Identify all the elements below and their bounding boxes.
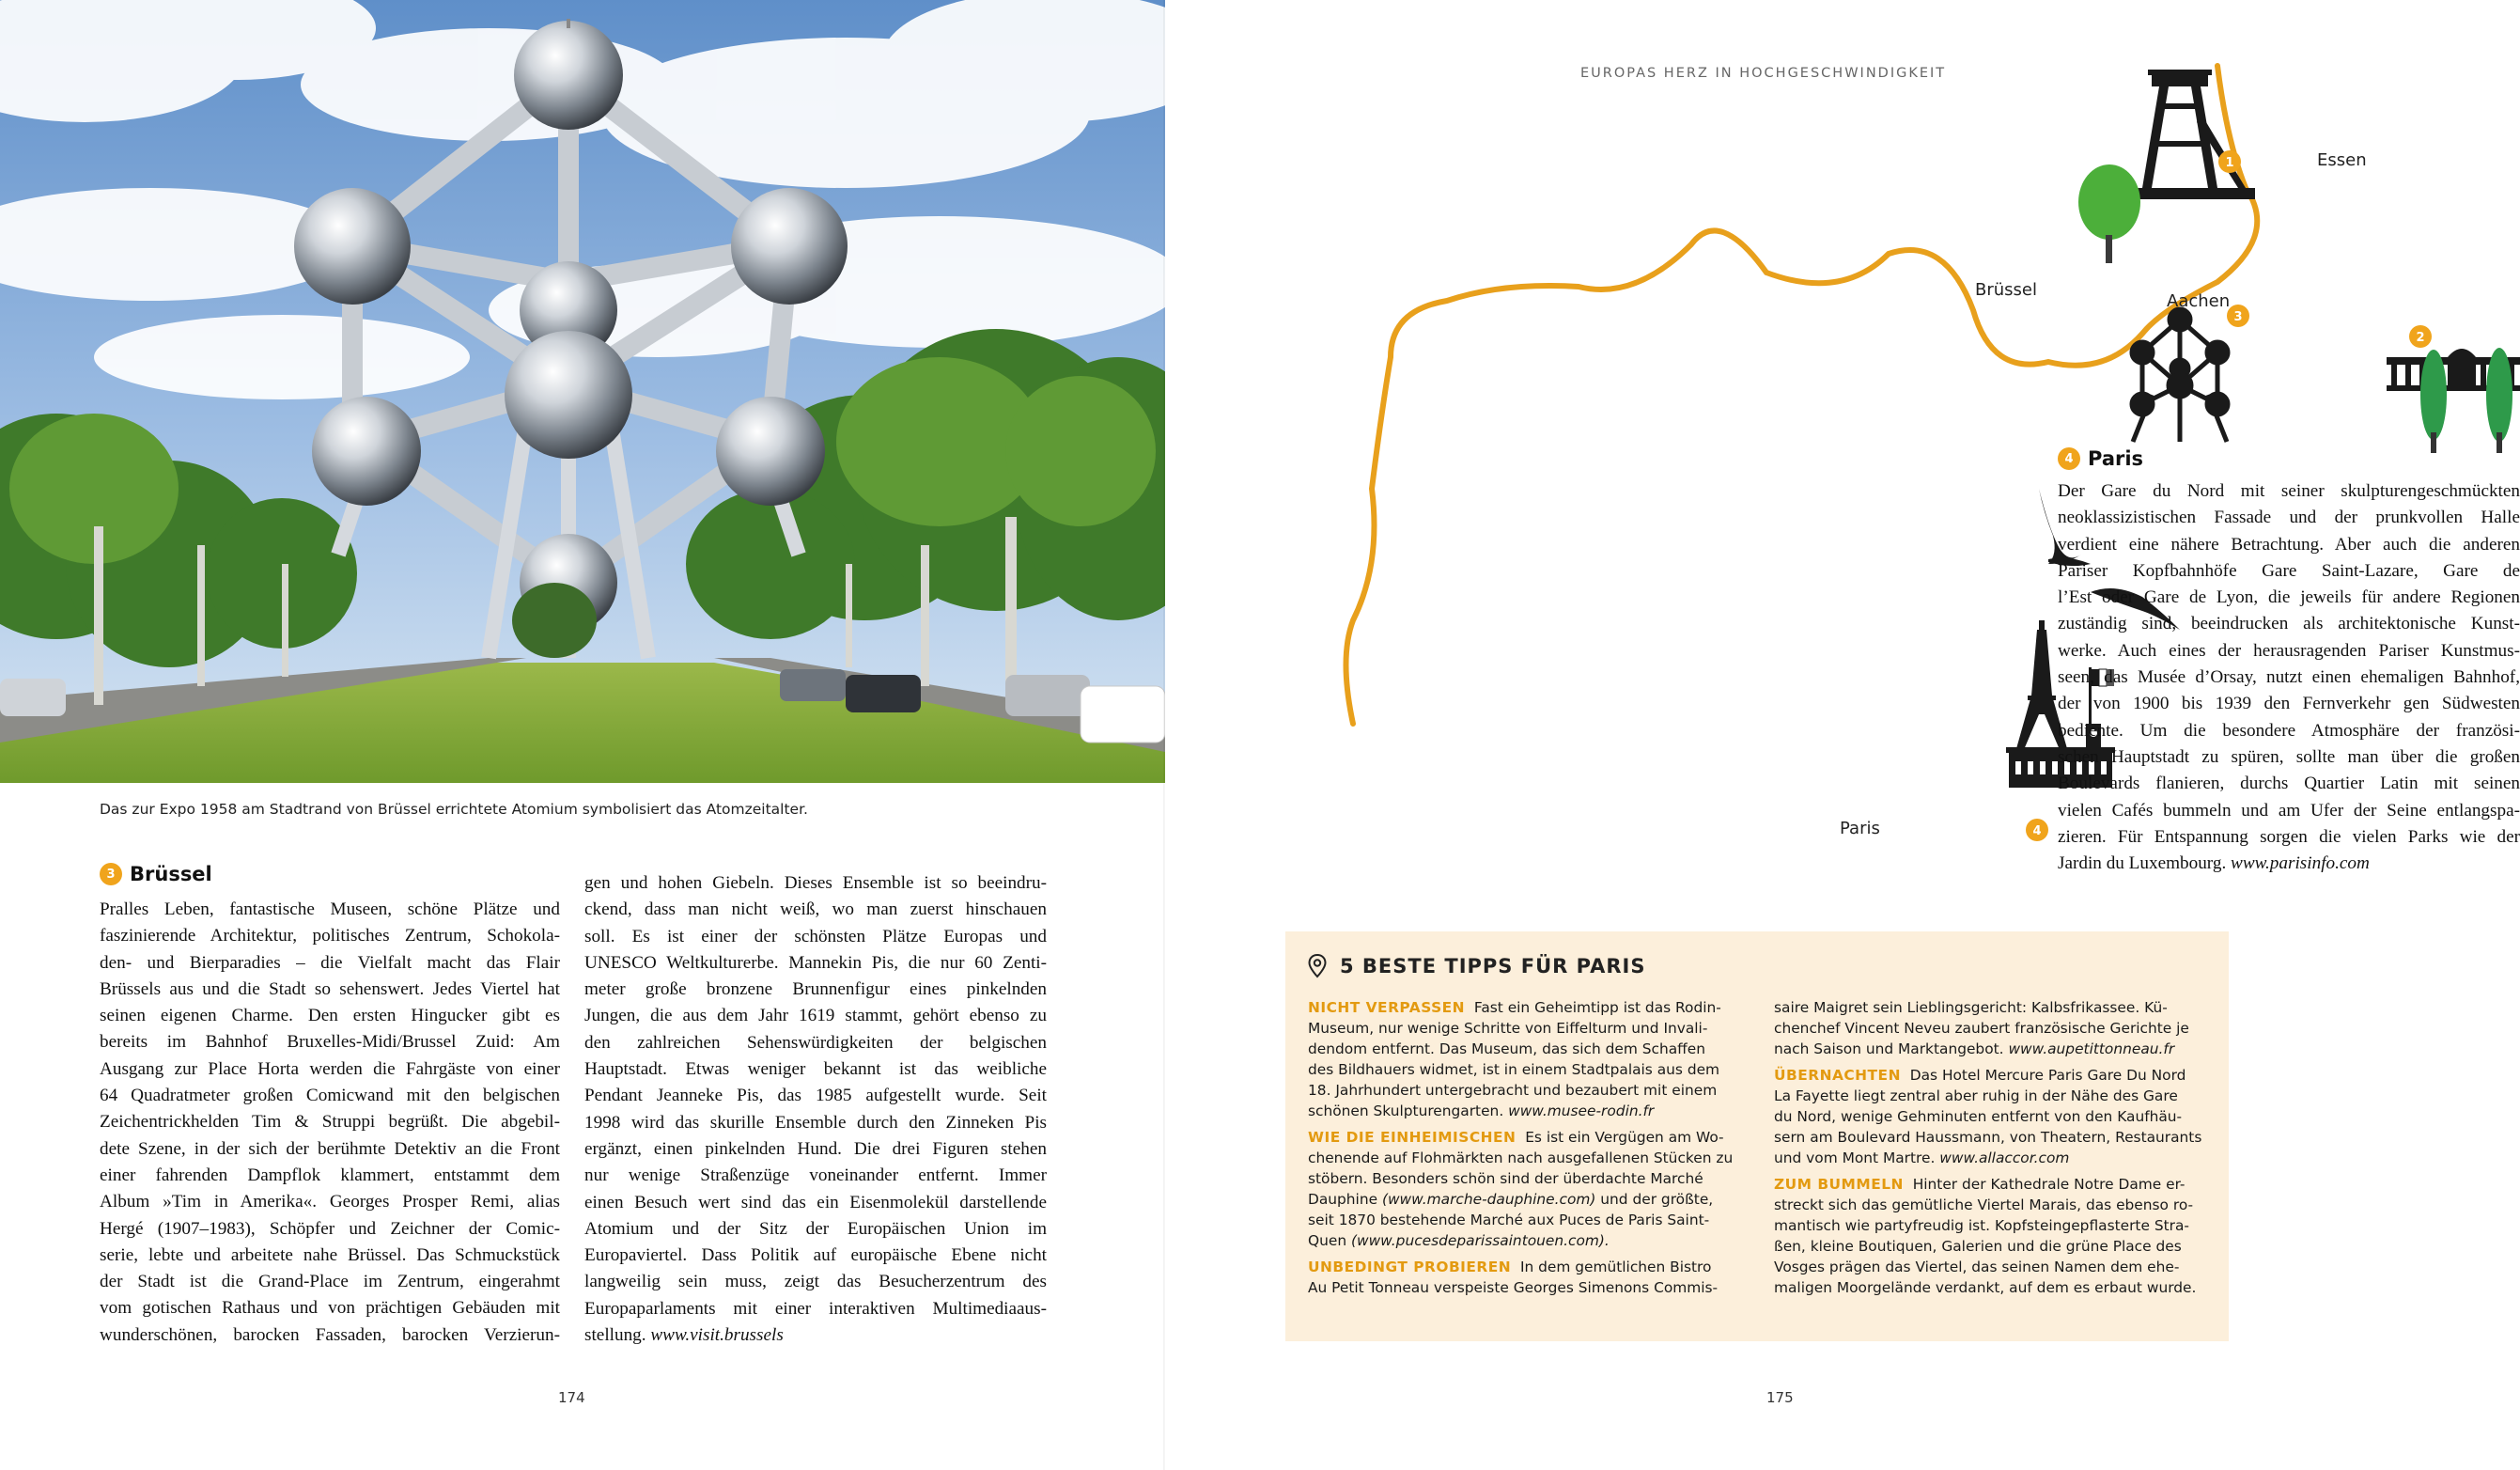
text-fragment: Das Hotel Mercure Paris Gare Du Nord xyxy=(1909,1067,2186,1084)
map-label-essen: Essen xyxy=(2317,150,2367,170)
text-line: verdient eine nähere Betrachtung. Aber auch die anderen xyxy=(2058,534,2520,555)
text-line: maligen Moorgelände verdankt, auf dem es erbaut wurde. xyxy=(1774,1279,2197,1296)
text-line: Vosges prägen das Viertel, das seinen Namen dem ehe- xyxy=(1774,1259,2180,1275)
text-line: streckt sich das gemütliche Viertel Marais, das ebenso ro- xyxy=(1774,1196,2194,1213)
left-page xyxy=(0,0,1165,1470)
svg-text:2: 2 xyxy=(2416,331,2425,345)
website-link[interactable]: (www.pucesdeparissaintouen.com). xyxy=(1351,1232,1610,1249)
text-line: chenchef Vincent Neveu zaubert französische Gerichte je xyxy=(1774,1020,2189,1037)
tip-keyword: ÜBERNACHTEN xyxy=(1774,1067,1901,1084)
text-line: dete Szene, in der sich der berühmte Detektiv an die Front xyxy=(100,1138,560,1159)
text-line: seit 1870 bestehende Marché aux Puces de Paris Saint- xyxy=(1308,1212,1710,1228)
text-line: l’Est oder Gare de Lyon, die jeweils für andere Regionen xyxy=(2058,587,2520,608)
bruessel-text-col1 xyxy=(100,897,560,1349)
text-line: Europaviertel. Dass Politik auf europäische Ebene nicht xyxy=(584,1245,1047,1266)
stop-marker-4 xyxy=(2026,819,2048,841)
text-fragment: Es ist ein Vergügen am Wo- xyxy=(1525,1129,1724,1146)
text-line: vom gotischen Rathaus und von prächtigen Gebäuden mit xyxy=(100,1298,560,1319)
text-line: Brüssels aus und die Stadt so sehenswert. Jedes Viertel hat xyxy=(100,978,560,999)
text-line: langweilig sein muss, zeigt das Besucherzentrum des xyxy=(584,1272,1047,1292)
text-fragment: stellung. xyxy=(584,1325,646,1346)
text-line: zuständig sind, beeindrucken als architektonische Kunst- xyxy=(2058,614,2520,634)
paris-text xyxy=(2058,478,2520,877)
text-line: faszinierende Architektur, politisches Zentrum, Schokola- xyxy=(100,926,560,946)
text-line: du Nord, wenige Gehminuten entfernt von den Kaufhäu- xyxy=(1774,1108,2183,1125)
stop-number-badge: 3 xyxy=(100,863,122,885)
website-link[interactable]: www.allaccor.com xyxy=(1939,1149,2070,1166)
tips-column-2 xyxy=(1774,997,2216,1298)
text-line xyxy=(1774,1039,2216,1059)
text-line: serie, lebte und arbeitete nahe Brüssel. Das Schmuckstück xyxy=(100,1244,560,1265)
stop-marker-3 xyxy=(2227,305,2249,327)
text-line xyxy=(1308,1189,1740,1210)
stop-marker-1 xyxy=(2218,150,2241,173)
text-line: UNESCO Weltkulturerbe. Mannekin Pis, die nur 60 Zenti- xyxy=(584,952,1047,973)
atomium-photo xyxy=(0,0,1165,783)
bruessel-text-col2 xyxy=(584,870,1047,1349)
bruessel-heading xyxy=(100,863,212,885)
text-line: des Bildhauers widmet, ist in einem Stadtpalais aus dem xyxy=(1308,1061,1720,1078)
location-pin-icon xyxy=(1308,954,1327,978)
text-fragment: Hinter der Kathedrale Notre Dame er- xyxy=(1912,1176,2186,1193)
tips-box xyxy=(1285,931,2229,1341)
essen-headframe-icon xyxy=(2133,70,2255,199)
text-line: Album »Tim in Amerika«. Georges Prosper Remi, alias xyxy=(100,1192,560,1212)
text-line: nur wenige Straßenzüge voneinander entfernt. Immer xyxy=(584,1165,1047,1186)
map-label-aachen: Aachen xyxy=(2167,291,2231,311)
page-number-left: 174 xyxy=(558,1389,585,1406)
text-line: den zahlreichen Sehenswürdigkeiten der belgischen xyxy=(584,1032,1047,1053)
aachen-monument-icon xyxy=(2387,348,2520,453)
text-line: dendom entfernt. Das Museum, das sich dem Schaffen xyxy=(1308,1040,1705,1057)
text-line: der Stadt ist die Grand-Place im Zentrum, eingerahmt xyxy=(100,1272,560,1292)
text-line: seen, das Musée d’Orsay, nutzt einen ehemaligen Bahnhof, xyxy=(2058,667,2520,688)
text-line: Ausgang zur Place Horta werden die Fahrgäste von einer xyxy=(100,1058,560,1079)
text-line: gen und hohen Giebeln. Dieses Ensemble ist so beeindru- xyxy=(584,873,1047,893)
text-fragment: Dauphine xyxy=(1308,1191,1378,1208)
text-line-last xyxy=(584,1322,1047,1349)
text-line: stöbern. Besonders schön sind der überdachte Marché xyxy=(1308,1170,1703,1187)
text-line: ckend, dass man nicht weiß, wo man zuerst hinschauen xyxy=(584,899,1047,920)
text-line: der von 1900 bis 1939 den Fernverkehr gen Südwesten xyxy=(2058,694,2520,714)
text-line: Zeichentrickhelden Tim & Struppi begrüßt. Die abgebil- xyxy=(100,1112,560,1133)
text-line: meter große bronzene Brunnenfigur eines pinkelnden xyxy=(584,979,1047,1000)
text-line: Pralles Leben, fantastische Museen, schöne Plätze und xyxy=(100,899,560,919)
text-line: Hauptstadt. Etwas weniger bekannt ist das weibliche xyxy=(584,1059,1047,1080)
stop-marker-2 xyxy=(2409,325,2432,348)
text-line: bereits im Bahnhof Bruxelles-Midi/Brussel Zuid: Am xyxy=(100,1032,560,1053)
running-head: EUROPAS HERZ IN HOCHGESCHWINDIGKEIT xyxy=(1580,66,1947,81)
text-line: Museum, nur wenige Schritte von Eiffelturm und Invali- xyxy=(1308,1020,1708,1037)
tip-like-locals xyxy=(1308,1127,1740,1148)
text-line: wunderschönen, barocken Fassaden, barocken Verzierun- xyxy=(100,1324,560,1345)
text-line: ßen, kleine Boutiquen, Galerien und die grüne Place des xyxy=(1774,1238,2182,1255)
tip-overnight xyxy=(1774,1065,2216,1086)
text-line: vielen Cafés bummeln und am Ufer der Seine entlangspa- xyxy=(2058,800,2520,821)
section-title: Brüssel xyxy=(130,863,212,885)
text-fragment: nach Saison und Marktangebot. xyxy=(1774,1040,2004,1057)
text-line: Jungen, die aus dem Jahr 1619 stammt, gehört ebenso zu xyxy=(584,1006,1047,1026)
website-link[interactable]: www.aupetittonneau.fr xyxy=(2008,1040,2175,1057)
text-line-last xyxy=(2058,851,2520,877)
text-line: schen Hauptstadt zu spüren, sollte man über die großen xyxy=(2058,746,2520,767)
text-line: Au Petit Tonneau verspeiste Georges Simenons Commis- xyxy=(1308,1279,1719,1296)
text-fragment: schönen Skulpturengarten. xyxy=(1308,1102,1504,1119)
svg-text:1: 1 xyxy=(2225,156,2234,170)
text-line: 18. Jahrhundert untergebracht und bezaubert mit einem xyxy=(1308,1082,1718,1099)
text-line: den- und Bierparadies – die Vielfalt macht das Flair xyxy=(100,952,560,973)
text-line: saire Maigret sein Lieblingsgericht: Kalbsfrikassee. Kü- xyxy=(1774,999,2168,1016)
text-line: seinen eigenen Charme. Den ersten Hingucker gibt es xyxy=(100,1006,560,1026)
text-line: zieren. Für Entspannung sorgen die vielen Parks wie der xyxy=(2058,826,2520,847)
tip-not-miss xyxy=(1308,997,1740,1018)
text-line: einen Besuch wert sind das ein Eisenmolekül darstellende xyxy=(584,1192,1047,1212)
text-line: soll. Es ist einer der schönsten Plätze Europas und xyxy=(584,926,1047,946)
text-fragment: und der größte, xyxy=(1600,1191,1714,1208)
stop-number-badge: 4 xyxy=(2058,447,2080,470)
text-line: 64 Quadratmeter großen Comicwand mit den belgischen xyxy=(100,1086,560,1106)
text-line: Der Gare du Nord mit seiner skulpturengeschmückten xyxy=(2058,481,2520,501)
text-line: Pariser Kopfbahnhöfe Gare Saint-Lazare, Gare de xyxy=(2058,560,2520,581)
text-line: chenende auf Flohmärkten nach ausgefallenen Stücken zu xyxy=(1308,1149,1734,1166)
website-link[interactable]: www.parisinfo.com xyxy=(2231,853,2370,874)
paris-heading xyxy=(2058,447,2143,470)
map-label-bruessel: Brüssel xyxy=(1975,280,2037,300)
tips-title xyxy=(1308,954,1645,978)
tip-must-try xyxy=(1308,1257,1740,1277)
atomium-icon xyxy=(2130,301,2230,442)
text-line: ergänzt, einen pinkelnden Hund. Die drei Figuren stehen xyxy=(584,1138,1047,1159)
tips-column-1 xyxy=(1308,997,1740,1298)
website-link[interactable]: (www.marche-dauphine.com) xyxy=(1381,1191,1596,1208)
map-label-paris: Paris xyxy=(1840,819,1880,838)
text-fragment: und vom Mont Martre. xyxy=(1774,1149,1936,1166)
section-title: Paris xyxy=(2088,447,2144,470)
text-line xyxy=(1774,1148,2216,1168)
text-line: Atomium und der Sitz der Europäischen Union im xyxy=(584,1218,1047,1239)
text-line: bediente. Um die besondere Atmosphäre der französi- xyxy=(2058,720,2520,741)
tips-title-text: 5 BESTE TIPPS FÜR PARIS xyxy=(1340,955,1646,977)
text-line: neoklassizistischen Fassade und der prunkvollen Halle xyxy=(2058,508,2520,528)
website-link[interactable]: www.visit.brussels xyxy=(650,1325,784,1346)
text-fragment: In dem gemütlichen Bistro xyxy=(1519,1259,1712,1275)
text-line: Hergé (1907–1983), Schöpfer und Zeichner der Comic- xyxy=(100,1218,560,1239)
svg-text:4: 4 xyxy=(2032,824,2042,838)
tip-keyword: WIE DIE EINHEIMISCHEN xyxy=(1308,1129,1517,1146)
text-line: Europaparlaments mit einer interaktiven Multimediaaus- xyxy=(584,1298,1047,1319)
text-line: 1998 wird das skurille Ensemble durch den Zinneken Pis xyxy=(584,1112,1047,1133)
photo-caption: Das zur Expo 1958 am Stadtrand von Brüssel errichtete Atomium symbolisiert das Atomzeitalter. xyxy=(100,801,808,818)
text-line: La Fayette liegt zentral aber ruhig in der Nähe des Gare xyxy=(1774,1087,2178,1104)
tree-icon xyxy=(2078,164,2140,263)
text-line xyxy=(1308,1230,1740,1251)
tip-stroll xyxy=(1774,1174,2216,1195)
tip-keyword: ZUM BUMMELN xyxy=(1774,1176,1904,1193)
text-line: Boulevards flanieren, durchs Quartier Latin mit seinen xyxy=(2058,774,2520,794)
text-line: mantisch wie partyfreudig ist. Kopfsteingepflasterte Stra- xyxy=(1774,1217,2189,1234)
svg-text:3: 3 xyxy=(2233,310,2243,324)
text-line: werke. Auch eines der herausragenden Pariser Kunstmus- xyxy=(2058,640,2520,661)
text-line xyxy=(1308,1101,1740,1121)
text-fragment: Fast ein Geheimtipp ist das Rodin- xyxy=(1473,999,1721,1016)
text-fragment: Jardin du Luxembourg. xyxy=(2058,853,2227,874)
website-link[interactable]: www.musee-rodin.fr xyxy=(1508,1102,1655,1119)
text-line: sern am Boulevard Haussmann, von Theatern, Restaurants xyxy=(1774,1129,2202,1146)
text-line: Pendant Jeanneke Pis, das 1985 aufgestellt wurde. Seit xyxy=(584,1086,1047,1106)
right-page xyxy=(1165,0,2520,1470)
text-line: einer fahrenden Dampflok klammert, entstammt dem xyxy=(100,1165,560,1185)
page-number-right: 175 xyxy=(1766,1389,1794,1406)
text-fragment: Quen xyxy=(1308,1232,1347,1249)
tip-keyword: UNBEDINGT PROBIEREN xyxy=(1308,1259,1512,1275)
tip-keyword: NICHT VERPASSEN xyxy=(1308,999,1466,1016)
